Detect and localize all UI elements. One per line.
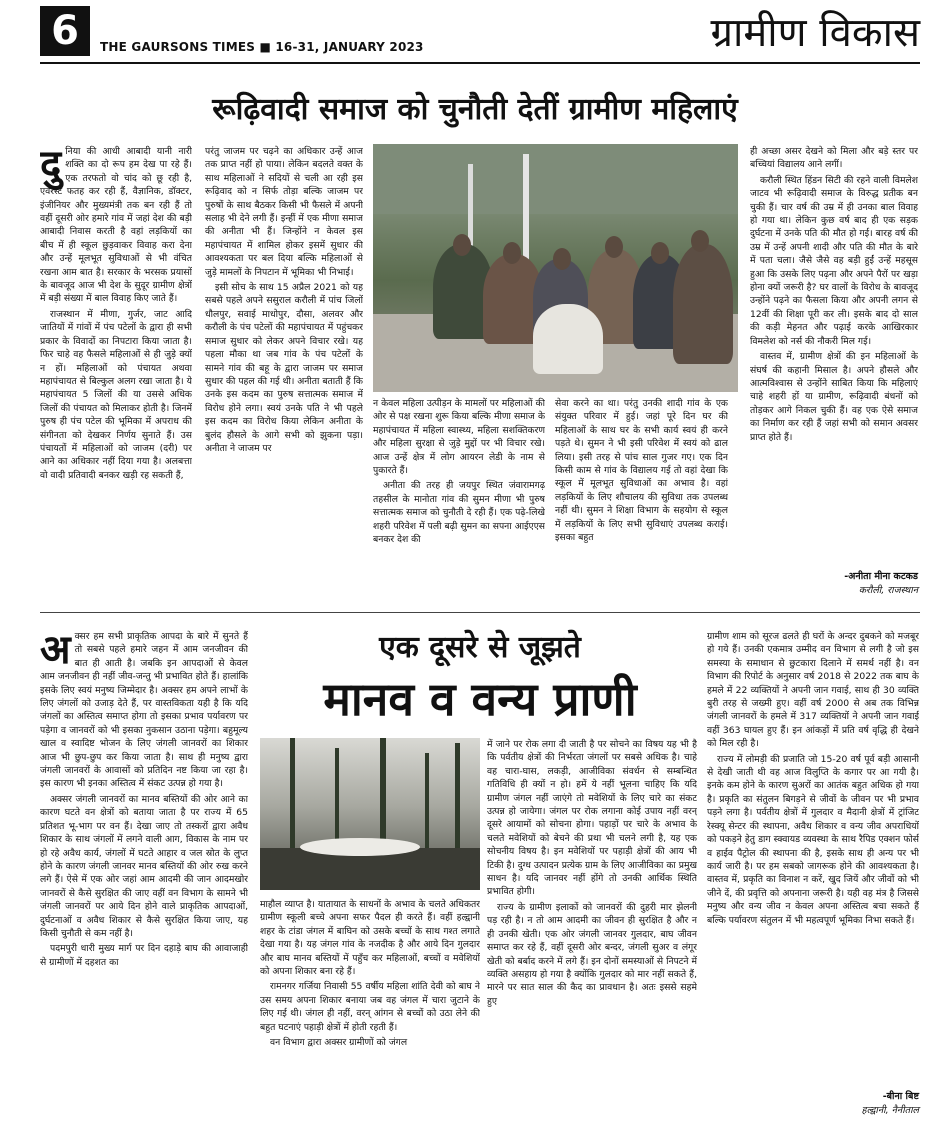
header-rule bbox=[40, 62, 920, 64]
article2-paragraph: अक्सर जंगली जानवरों का मानव बस्तियों की ओर आने का कारण घटते वन क्षेत्रों को बताया जाता है पर राज्य में 65 प्रतिशत भू-भाग पर वन हैं। देखा जाए तो तस्करों द्वारा अवैध शिकार के साथ जंगलों में लगने वाली आग, विकास के नाम पर हो रहे अवैध कार्य, जंगलों में घटते आहार व जल स्रोत के लुप्त होने के कारण जंगली जानवर मानव बस्तियों की ओर रुख करने लगे हैं। ऐसे में एक ओर जहां आम आदमी की जान आदमखोर जानवरों से कैसे सुरक्षित की जाए वहीं वन विभाग के सामने भी जंगली जानवरों पर आये दिन होने वाले प्राकृतिक आपदाओं, दुर्घटनाओं व अवैध शिकार से कैसे सुरक्षित किया जाए, यह किसी चुनौती से कम नहीं है। bbox=[40, 793, 248, 939]
article2-byline: -बीना बिष्ट bbox=[882, 1091, 919, 1102]
article1-headline: रूढ़िवादी समाज को चुनौती देतीं ग्रामीण महिलाएं bbox=[212, 92, 738, 127]
article2-paragraph: राज्य में लोमड़ी की प्रजाति जो 15-20 वर्ष पूर्व बड़ी आसानी से देखी जाती थी वह आज विलुप्ति के कगार पर आ गयी है। इनके कम होने के कारण सुअरों का आतंक बहुत अधिक हो गया है। प्रकृति का संतुलन बिगड़ने से जीवों के जीवन पर भी प्रभाव पड़ने लगा है। पर्वतीय क्षेत्रों में गुलदार व मैदानी क्षेत्रों में ट्रांजिट रेस्क्यू सेन्टर की स्थापना, अवैध शिकार व वन्य जीव अपराधियों को पकड़ने हेतु डाग स्क्वायड व्यवस्था के साथ रैपिड एक्शन फोर्स व हाईव पैट्रोल की स्थापना की है, इसके साथ ही अन्य पर भी कार्य जारी है। पर हम सबको जागरूक होने की आवश्यकता है। वास्तव में, प्रकृति का विनाश न करें, खुद जियें और जीवों को भी जीने दें, की प्रवृत्ति को अपनाना जरूरी है। यही वह मंत्र है जिससे मनुष्य और वन्य जीव न केवल अपना अस्तित्व बचा सकते हैं बल्कि पर्यावरण संतुलन में भी महत्वपूर्ण भूमिका निभा सकते हैं। bbox=[707, 753, 919, 926]
article1-column-5 bbox=[750, 145, 918, 570]
article1-column-3 bbox=[373, 397, 545, 597]
article2-paragraph: ग्रामीण शाम को सूरज ढलते ही घरों के अन्दर दुबकने को मजबूर हो गये हैं। उनकी एकमात्र उम्मीद वन विभाग से लगी है जो इस समस्या के समाधान से छुटकारा दिलाने में समर्थ नहीं है। वन विभाग की रिपोर्ट के अनुसार वर्ष 2018 से 2022 तक बाघ के हमले में 22 व्यक्तियों ने अपनी जान गवाई, साथ ही 30 व्यक्ति बुरी तरह से जख्मी हुए। वहीं वर्ष 2000 से अब तक विभिन्न जंगली जानवरों के हमले में 317 व्यक्तियों ने अपनी जान गवाई वहीं 363 घायल हुए हैं। इन आंकड़ों में प्रति वर्ष वृद्धि ही देखने को मिल रही है। bbox=[707, 631, 919, 750]
article1-location: करौली, राजस्थान bbox=[858, 585, 918, 596]
article-divider bbox=[40, 612, 920, 613]
article2-column-2 bbox=[260, 898, 480, 1118]
article2-column-1 bbox=[40, 630, 248, 1118]
article1-dropcap: दु bbox=[40, 145, 62, 188]
newspaper-info: THE GAURSONS TIMES ■ 16-31, JANUARY 2023 bbox=[100, 40, 424, 54]
page-number: 6 bbox=[40, 6, 90, 56]
article2-paragraph: में जाने पर रोक लगा दी जाती है पर सोचने का विषय यह भी है कि पर्वतीय क्षेत्रों की निर्भरता जंगलों पर सबसे अधिक है। चाहे वह चारा-घास, लकड़ी, आजीविका संवर्धन से सम्बन्धित गतिविधि ही क्यों न हो। हमें ये नहीं भूलना चाहिए कि यदि ग्रामीण जंगल नहीं जाएंगे तो मवेशियों के लिए चारे का संकट उत्पन्न हो जायेगा। जंगल पर रोक लगाना कोई उपाय नहीं वरन् दूसरे आयामों को सोचना होगा। पहाड़ों पर चारे के अभाव के चलते मवेशियों को बेचने की प्रथा भी चलने लगी है, यह एक सोचनीय विषय है। इन मवेशियों पर पहाड़ी क्षेत्रों की आय भी टिकी है। दुग्ध उत्पादन प्रत्येक ग्राम के लिए आजीविका का प्रमुख साधन है। यदि जानवर नहीं होंगे तो उनकी आर्थिक स्थिति प्रभावित होगी। bbox=[487, 739, 697, 898]
article1-paragraph: वास्तव में, ग्रामीण क्षेत्रों की इन महिलाओं के संघर्ष की कहानी मिसाल है। अपने हौसले और आत्मविश्वास से उन्होंने साबित किया कि महिलाएं चाहे शहरी हों या ग्रामीण, रूढ़िवादी बंधनों को तोड़कर आगे निकल चुकी हैं। वह एक ऐसे समाज का निर्माण कर रही हैं जहां सभी को समान अवसर प्राप्त होते हैं। bbox=[750, 351, 918, 443]
article2-column-4 bbox=[707, 630, 919, 1085]
article2-paragraph: वन विभाग द्वारा अक्सर ग्रामीणों को जंगल bbox=[270, 1037, 408, 1049]
article1-paragraph: राजस्थान में मीणा, गुर्जर, जाट आदि जातियों में गांवों में पंच पटेलों के द्वारा ही सभी प्रकार के विवादों का निपटारा किया जाता है। फिर चाहे वह फैसले महिलाओं से ही जुड़े क्यों न हों। महिलाओं को पंचायत अथवा महापंचायत से बिल्कुल अलग रखा जाता है। ये महापंचायत 5 जिलों की या उससे अधिक जिलों की पंचायत को मिलाकर होती है। जिनमें पुरुष ही पंच पटेल की भूमिका में अपराध की संगीनता को देखकर निर्णय सुनाते हैं। उस पंचायतों में महिलाओं को जाजम (दरी) पर आने का अधिकार नहीं दिया गया है। अलबत्ता वो वादी प्रतिवादी बनकर खड़ी रह सकती हैं, bbox=[40, 308, 192, 481]
article2-dropcap: अ bbox=[40, 630, 71, 673]
article1-paragraph: करौली स्थित हिंडन सिटी की रहने वाली विमलेश जाटव भी रूढ़िवादी समाज के विरुद्ध प्रतीक बन चुकी हैं। चार वर्ष की उम्र में ही उनका बाल विवाह हो गया था। लेकिन कुछ वर्ष बाद ही एक सड़क दुर्घटना में उनके पति की मौत हो गई। बारह वर्ष की उम्र में उन्हें अपनी शादी और पति की मौत के बारे में पता चला। जैसे जैसे वह बड़ी हुईं उन्हें महसूस हुआ कि उसके लिए पढ़ना और अपने पैरों पर खड़ा होना क्यों जरूरी है? घर वालों के विरोध के बावजूद उन्होंने पढ़ने का फैसला किया और अपनी लगन से 12वीं की शिक्षा पूरी कर ली। इसके बाद दो साल की कड़ी मेहनत और पढ़ाई करके आखिरकार विमलेश को नर्स की नौकरी मिल गई। bbox=[750, 174, 918, 347]
article2-headline-line1: एक दूसरे से जूझते bbox=[379, 630, 581, 665]
article1-byline: -अनीता मीना कटकड bbox=[844, 571, 918, 582]
article2-headline-line2: मानव व वन्य प्राणी bbox=[323, 672, 637, 726]
article1-paragraph: सेवा करने का था। परंतु उनकी शादी गांव के एक संयुक्त परिवार में हुई। जहां पूरे दिन घर की महिलाओं के साथ घर के सभी कार्य स्वयं ही करने पड़ते थे। सुमन ने भी इसी परिवेश में स्वयं को ढाल लिया। इसी तरह से पांच साल गुजर गए। एक दिन किसी काम से गांव के विद्यालय गई तो वहां देखा कि स्कूल में मूलभूत सुविधाओं का अभाव है। वहां लड़कियों के लिए शौचालय की सुविधा तक उपलब्ध नहीं थी। सुमन ने शिक्षा विभाग के सहयोग से स्कूल में लड़कियों के लिए सभी सुविधाएं उपलब्ध कराई। इसका बहुत bbox=[555, 398, 728, 544]
article2-paragraph: रामनगर गर्जिया निवासी 55 वर्षीय महिला शांति देवी को बाघ ने उस समय अपना शिकार बनाया जब वह जंगल में चारा जुटाने के लिए गई थी। जंगल ही नहीं, वरन् आंगन से बच्चों को उठा लेने की बहुत घटनाएं पहाड़ी क्षेत्रों में होती रहती हैं। bbox=[260, 981, 480, 1033]
village-women-meeting-photo bbox=[373, 144, 738, 392]
section-title: ग्रामीण विकास bbox=[710, 10, 920, 56]
article2-paragraph: क्सर हम सभी प्राकृतिक आपदा के बारे में सुनते हैं तो सबसे पहले हमारे जहन में आम जनजीवन की बात ही आती है। जबकि इन आपदाओं से केवल आम जनजीवन ही नहीं जीव-जन्तु भी प्रभावित होते हैं। हालांकि इसके लिए स्वयं मनुष्य जिम्मेदार है। अक्सर हम अपने लाभों के लिए जंगलों को उजाड़ देते हैं, पर वास्तविकता यही है कि यदि जंगलों का अस्तित्व समाप्त होगा तो इसका प्रभाव पर्यावरण पर पड़ेगा व जानवरों को भी इसका नुकसान उठाना पड़ेगा। बहुमूल्य खाल व स्वादिष्ट भोजन के लिए जंगली जानवरों का शिकार आज भी छुप-छुप कर किया जाता है। साथ ही मनुष्य द्वारा जंगली जानवरों के आवासों को प्रतिदिन नष्ट किया जा रहा है। इस कारण भी इनका अस्तित्व में संकट उत्पन्न हो गया है। bbox=[40, 631, 248, 790]
article1-paragraph: इसी सोच के साथ 15 अप्रैल 2021 को यह सबसे पहले अपने ससुराल करौली में पांच जिलों धौलपुर, सवाई माधोपुर, दौसा, अलवर और करौली के पंच पटेलों की महापंचायत में पहुंचकर समाज सुधार को लेकर अपने विचार रखे। यह पहला मौका था जब गांव के पंच पटेलों के सामने गांव की बहू के द्वारा जाजम पर समाज सुधार की पहल की गई थी। अनीता बताती हैं कि उनके इस कदम का पुरुष सत्तात्मक समाज में विरोध होने लगा। स्वयं उनके पति ने भी पहले इस कदम का विरोध किया लेकिन अनीता के बुलंद हौसले के आगे सभी को झुकना पड़ा। अनीता ने जाजम पर bbox=[205, 282, 363, 454]
article1-paragraph: परंतु जाजम पर चढ़ने का अधिकार उन्हें आज तक प्राप्त नहीं हो पाया। लेकिन बदलते वक्त के साथ महिलाओं ने सदियों से चली आ रही इस रूढ़िवाद को न सिर्फ तोड़ा बल्कि जाजम पर पुरुषों के साथ बैठकर किसी भी फैसले में अपनी सलाह भी देने लगी हैं। इन्हीं में एक मीणा समाज की अनीता भी हैं। जिन्होंने न केवल इस महापंचायत में शामिल होकर इसमें सुधार की आवश्यकता पर बल दिया बल्कि महिलाओं से जुड़े मामलों के निपटान में भूमिका भी निभाई। bbox=[205, 146, 363, 278]
article2-paragraph: पदमपुरी धारी मुख्य मार्ग पर दिन दहाड़े बाघ की आवाजाही से ग्रामीणों में दहशत का bbox=[40, 943, 248, 968]
article2-column-3 bbox=[487, 738, 697, 1118]
article1-paragraph: निया की आधी आबादी यानी नारी शक्ति का दो रूप हम देख पा रहे हैं। एक तरफतो वो चांद को छू रही है, एवरेस्ट फतह कर रही हैं, वैज्ञानिक, डॉक्टर, इंजीनियर और मुख्यमंत्री तक बन रही हैं तो वहीं दूसरी ओर हमारे गांव में जहां देश की बड़ी आबादी निवास करती है वहां लड़कियों का बीच में ही स्कूल छुड़वाकर विवाह करा देना और उन्हें मूलभूत सुविधाओं से भी वंचित रखना आम बात है। सरकार के भरसक प्रयासों के बावजूद आज भी देश के सुदूर ग्रामीण क्षेत्रों में बड़ी संख्या में बाल विवाह किए जाते हैं। bbox=[40, 146, 192, 305]
article2-paragraph: माहौल व्याप्त है। यातायात के साधनों के अभाव के चलते अधिकतर ग्रामीण स्कूली बच्चे अपना सफर पैदल ही करते हैं। वहीं हल्द्वानी शहर के टांडा जंगल में बाघिन को उसके बच्चों के साथ गश्त लगाते देखा गया है। यह जंगल गांव के नजदीक है और आये दिन गुलदार और बाघ मानव बस्तियों में पहुँच कर महिलाओं, बच्चों व मवेशियों को अपना शिकार बना रहे हैं। bbox=[260, 899, 480, 978]
forest-fire-photo bbox=[260, 738, 480, 890]
article1-paragraph: न केवल महिला उत्पीड़न के मामलों पर महिलाओं की ओर से पक्ष रखना शुरू किया बल्कि मीणा समाज के महापंचायत में महिला स्वास्थ्य, महिला सशक्तिकरण और महिला सुरक्षा से जुड़े मुद्दों पर भी विचार रखे। आज उन्हें क्षेत्र में लोग आयरन लेडी के नाम से पुकारते हैं। bbox=[373, 398, 545, 477]
article1-column-1 bbox=[40, 145, 192, 597]
article2-paragraph: राज्य के ग्रामीण इलाकों को जानवरों की दुहरी मार झेलनी पड़ रही है। न तो आम आदमी का जीवन ही सुरक्षित है और न ही उनकी खेती। एक ओर जंगली जानवर गुलदार, बाघ जीवन समाप्त कर रहे हैं, वहीं दूसरी ओर बन्दर, जंगली सुअर व लंगूर खेती को बर्बाद करने में लगे हैं। इन दोनों समस्याओं से निपटने में व्यक्ति असहाय हो गया है क्योंकि गुलदार को मार नहीं सकते हैं, मारने पर सात साल की कैद का प्रावधान है। अतः इससे सहमे हुए bbox=[487, 901, 697, 1007]
article1-paragraph: अनीता की तरह ही जयपुर स्थित जंवारामगढ़ तहसील के मानोता गांव की सुमन मीणा भी पुरुष सत्तात्मक समाज को चुनौती दे रही हैं। एक पढ़े-लिखे शहरी परिवेश में पली बढ़ी सुमन का सपना आईएएस बनकर देश की bbox=[373, 480, 545, 546]
article2-location: हल्द्वानी, नैनीताल bbox=[861, 1105, 919, 1116]
article1-paragraph: ही अच्छा असर देखने को मिला और बड़े स्तर पर बच्चियां विद्यालय आने लगीं। bbox=[750, 146, 918, 171]
article1-column-2 bbox=[205, 145, 363, 597]
article1-column-4 bbox=[555, 397, 728, 597]
